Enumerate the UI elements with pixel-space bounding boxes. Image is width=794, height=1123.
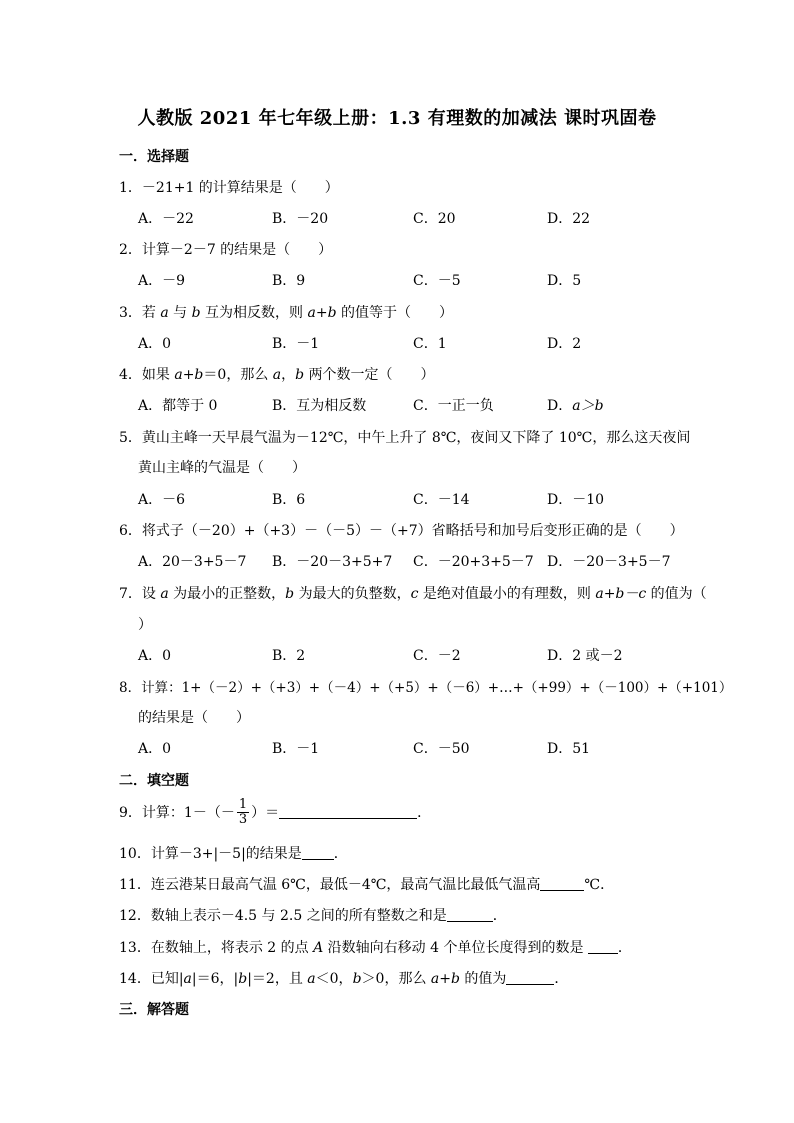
stem-text: 与 [168,305,192,321]
stem-text: 14．已知| [119,971,184,987]
option-d: D．－20－3+5－7 [547,554,671,570]
question-3-stem [119,302,453,322]
variable: a+b [174,367,204,383]
stem-text: 13．在数轴上，将表示 2 的点 [119,940,314,956]
variable: b [191,305,201,321]
variable: a [183,971,192,987]
question-5-stem: 5．黄山主峰一天早晨气温为－12℃，中午上升了 8℃，夜间又下降了 10℃，那么这天夜间 [119,430,691,446]
option-c: C．－14 [413,492,470,508]
variable: a＞b [572,398,604,414]
fraction [237,798,249,828]
question-2-options [138,270,698,290]
stem-text: 是绝对值最小的有理数，则 [418,586,596,602]
stem-text: 的值为 [459,971,507,987]
variable: b [238,971,248,987]
question-14-stem [119,968,568,988]
option-a: A．－9 [138,273,186,289]
option-a: A．0 [138,741,172,757]
stem-text: ＝0，那么 [203,367,273,383]
question-4-options [138,395,698,415]
option-d: D．5 [547,273,582,289]
answer-blank[interactable] [447,907,493,922]
section-heading-fill: 二．填空题 [119,773,189,789]
option-a: A．0 [138,648,172,664]
answer-blank[interactable] [540,876,584,891]
stem-text: ， [281,367,296,383]
option-d: D．51 [547,741,591,757]
answer-blank[interactable] [506,970,554,985]
stem-text: 9．计算：1－（－ [119,804,235,821]
stem-text: 10．计算－3+|－5|的结果是 [119,846,302,862]
option-b: B．9 [272,273,306,289]
page-title: 人教版 2021 年七年级上册：1.3 有理数的加减法 课时巩固卷 [137,108,657,129]
option-b: B．互为相反数 [272,398,367,414]
stem-text: 4．如果 [119,367,175,383]
variable: c [410,586,419,602]
question-6-stem: 6．将式子（－20）+（+3）－（－5）－（+7）省略括号和加号后变形正确的是（ ） [119,523,684,539]
stem-text: ． [492,908,507,924]
stem-text: ． [554,971,569,987]
option-a: A．都等于 0 [138,398,218,414]
option-d: D．22 [547,211,591,227]
question-8-stem-cont: 的结果是（ ） [138,710,250,726]
stem-text: |＝2，且 [247,971,308,987]
variable: a [160,586,169,602]
variable: a+b [307,305,337,321]
variable: a+b [430,971,460,987]
stem-text: 的值等于（ ） [336,305,453,321]
option-a: A．0 [138,336,172,352]
question-7-stem-cont: ） [138,617,152,633]
question-7-stem [119,583,707,603]
option-d: D．－10 [547,492,605,508]
variable: b [352,971,362,987]
question-8-options [138,738,698,758]
option-c: C．一正一负 [413,398,494,414]
option-c: C．20 [413,211,456,227]
option-b: B．－20－3+5+7 [272,554,393,570]
option-b: B．－20 [272,211,329,227]
question-1-stem: 1．－21+1 的计算结果是（ ） [119,180,339,196]
stem-text: ）＝ [251,804,280,821]
stem-text: 3．若 [119,305,161,321]
option-c: C．－5 [413,273,461,289]
option-a: A．－22 [138,211,194,227]
stem-text: ． [333,846,348,862]
stem-text: ＞0，那么 [361,971,431,987]
stem-text: 7．设 [119,586,161,602]
question-2-stem: 2．计算－2－7 的结果是（ ） [119,242,333,258]
question-8-stem: 8．计算：1+（－2）+（+3）+（－4）+（+5）+（－6）+…+（+99）+（－100）+（+101） [119,680,733,696]
option-label: D． [547,398,573,414]
variable: a [160,305,169,321]
stem-text: ． [617,940,632,956]
option-b: B．6 [272,492,306,508]
answer-blank[interactable] [588,939,618,954]
stem-text: 互为相反数，则 [200,305,308,321]
variable: b [285,586,295,602]
stem-text: ℃． [584,877,615,893]
option-a: A．－6 [138,492,186,508]
stem-text: 为最大的负整数， [294,586,411,602]
option-b: B．2 [272,648,306,664]
stem-text: ＜0， [315,971,353,987]
stem-text: 两个数一定（ ） [304,367,435,383]
question-9-stem [119,798,431,828]
stem-text: ． [417,804,432,821]
question-13-stem [119,937,632,957]
variable: A [313,940,324,956]
variable: a [307,971,316,987]
answer-blank[interactable] [302,845,334,860]
question-11-stem [119,874,614,894]
stem-text: 12．数轴上表示－4.5 与 2.5 之间的所有整数之和是 [119,908,447,924]
option-d [547,395,604,415]
question-4-stem [119,364,435,384]
option-c: C．－20+3+5－7 [413,554,534,570]
option-a: A．20－3+5－7 [138,554,247,570]
fraction-numerator: 1 [238,797,248,812]
question-12-stem [119,905,507,925]
option-c: C．－50 [413,741,470,757]
question-10-stem [119,843,348,863]
variable: a+b－c [595,586,647,602]
option-b: B．－1 [272,741,320,757]
option-c: C．1 [413,336,447,352]
stem-text: 的值为（ [646,586,707,602]
question-1-options [138,208,698,228]
variable: b [295,367,305,383]
question-5-stem-cont: 黄山主峰的气温是（ ） [138,460,306,476]
stem-text: 为最小的正整数， [168,586,286,602]
option-b: B．－1 [272,336,320,352]
section-heading-solve: 三．解答题 [119,1002,189,1018]
question-6-options [138,551,698,571]
stem-text: 11．连云港某日最高气温 6℃，最低－4℃，最高气温比最低气温高 [119,877,541,893]
section-heading-choice: 一．选择题 [119,149,189,165]
option-c: C．－2 [413,648,461,664]
stem-text: |＝6，| [191,971,239,987]
fraction-denominator: 3 [238,812,248,828]
stem-text: 沿数轴向右移动 4 个单位长度得到的数是 [323,940,588,956]
question-3-options [138,333,698,353]
question-5-options [138,489,698,509]
variable: a [272,367,282,383]
option-d: D．2 [547,336,582,352]
answer-blank[interactable] [279,804,417,819]
option-d: D．2 或－2 [547,648,623,664]
question-7-options [138,645,698,665]
